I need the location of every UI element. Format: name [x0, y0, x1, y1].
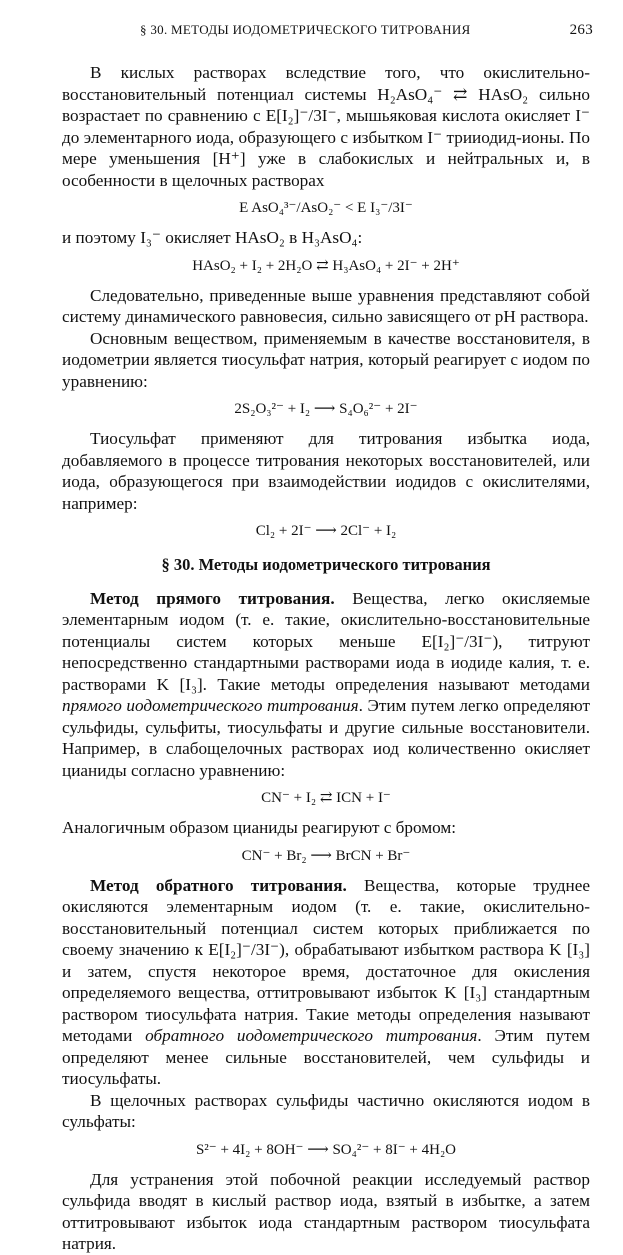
- paragraph-analogous-bromine: Аналогичным образом цианиды реагируют с бромом:: [62, 818, 457, 837]
- paragraph-final: Для устранения этой побочной реакции исследуемый раствор сульфида вводят в кислый раствор иода, взятый в избытке, а затем оттитровывают избыток иода стандартным раствором тиосульфата натрия.: [62, 1169, 590, 1253]
- running-header: [58, 22, 593, 42]
- paragraph-intro-5: Тиосульфат применяют для титрования избытка иода, добавляемого в процессе титрования некоторых восстановителей, или иода, образующегося при взаимодействии иодидов с окислителями, например:: [62, 429, 590, 513]
- section-heading: § 30. Методы иодометрического титрования: [161, 555, 491, 574]
- equation-chlorine-iodide: Cl₂ + 2I⁻ ⟶ 2Cl⁻ + I₂: [255, 523, 397, 539]
- back-titration-heading: Метод обратного титрования.: [90, 875, 347, 895]
- back-titration-text-b: . Этим путем определяют менее сильные восстановителей, чем сульфиды и тиосульфаты.: [62, 1026, 590, 1088]
- paragraph-back-titration: [62, 875, 590, 1090]
- back-titration-text-a: Вещества, которые труднее окисляются элементарным иодом (т. е. такие, окислительно-восстановительный потенциал систем которых приближается по своему значению к E[I₂]⁻/3I⁻), обрабатывают избытком раствора K [I₃] и затем, спустя некоторое время, достаточное для окисления определяемого вещества, оттитровывают избыток K [I₃] стандартным раствором тиосульфата натрия. Такие методы определения называют методами: [62, 875, 590, 1045]
- equation-potential-comparison: E AsO₄³⁻/AsO₂⁻ < E I₃⁻/3I⁻: [239, 200, 413, 216]
- equation-cyanide-iodine: CN⁻ + I₂ ⇄ ICN + I⁻: [261, 790, 391, 806]
- paragraph-intro-4: Основным веществом, применяемым в качестве восстановителя, в иодометрии является тиосульфат натрия, который реагирует с иодом по уравнению:: [62, 328, 590, 391]
- equation-cyanide-bromine: CN⁻ + Br₂ ⟶ BrCN + Br⁻: [241, 847, 411, 864]
- page-number: 263: [569, 22, 593, 38]
- paragraph-direct-titration: [62, 588, 590, 782]
- page-body: [62, 62, 590, 1255]
- direct-titration-text-a: Вещества, легко окисляемые элементарным иодом (т. е. такие, окислительно-восстановительные потенциалы систем которых меньше E[I₂]⁻/3I⁻), титруют непосредственно стандартными растворами иода в иодиде калия, т. е. растворами K [I₃]. Такие методы определения называют методами: [62, 588, 590, 694]
- equation-arsenite-oxidation: HAsO₂ + I₂ + 2H₂O ⇄ H₃AsO₄ + 2I⁻ + 2H⁺: [192, 257, 460, 274]
- equation-thiosulfate-iodine: 2S₂O₃²⁻ + I₂ ⟶ S₄O₆²⁻ + 2I⁻: [234, 401, 418, 417]
- direct-titration-heading: Метод прямого титрования.: [90, 588, 335, 608]
- running-title: § 30. МЕТОДЫ ИОДОМЕТРИЧЕСКОГО ТИТРОВАНИЯ: [140, 22, 471, 37]
- paragraph-intro-2: и поэтому I₃⁻ окисляет HAsO₂ в H₃AsO₄:: [62, 228, 363, 247]
- direct-titration-text-b: . Этим путем легко определяют сульфиды, сульфиты, тиосульфаты и другие сильные восстановители. Например, в слабощелочных растворах иод количественно окисляет цианиды согласно уравнению:: [62, 696, 590, 780]
- equation-sulfide-oxidation: S²⁻ + 4I₂ + 8OH⁻ ⟶ SO₄²⁻ + 8I⁻ + 4H₂O: [195, 1141, 457, 1158]
- direct-titration-term: прямого иодометрического титрования: [62, 696, 359, 715]
- paragraph-intro-3: Следовательно, приведенные выше уравнения представляют собой систему динамического равновесия, сильно зависящего от pH раствора.: [62, 285, 590, 326]
- paragraph-intro-1: В кислых растворах вследствие того, что окислительно-восстановительный потенциал системы H₂AsO₄⁻ ⇄ HAsO₂ сильно возрастает по сравнению с E[I₂]⁻/3I⁻, мышьяковая кислота окисляет I⁻ до элементарного иода, образующего с избытком I⁻ трииодид-ионы. По мере уменьшения [H⁺] уже в слабокислых и нейтральных и, в особенности в щелочных растворах: [62, 63, 590, 190]
- back-titration-term: обратного иодометрического титрования: [145, 1026, 478, 1045]
- paragraph-alkaline-sulfides: В щелочных растворах сульфиды частично окисляются иодом в сульфаты:: [62, 1090, 590, 1131]
